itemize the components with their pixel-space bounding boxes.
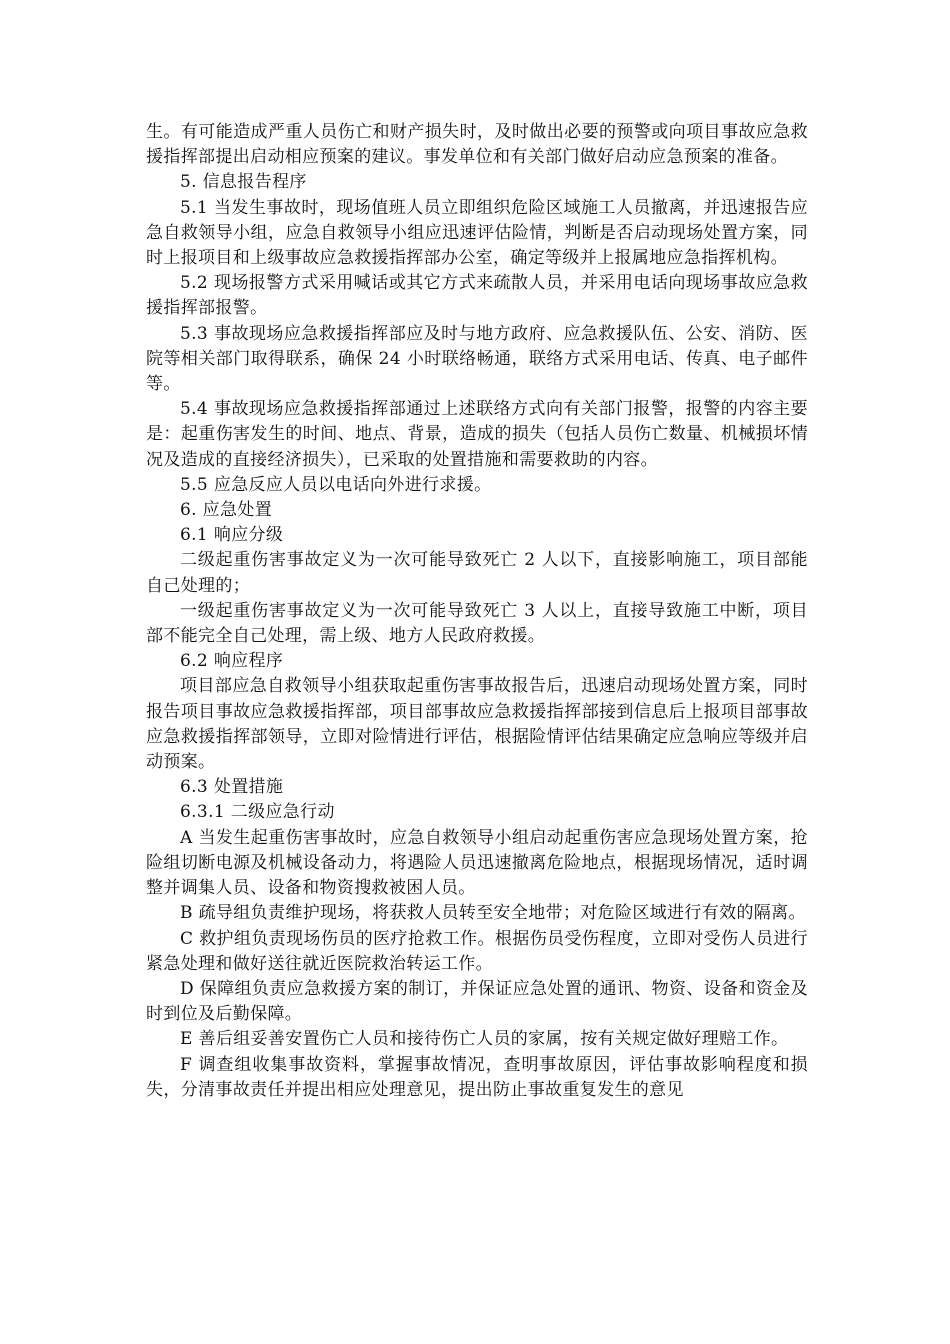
list-item: C 救护组负责现场伤员的医疗抢救工作。根据伤员受伤程度，立即对受伤人员进行紧急处理和做好送往就近医院救治转运工作。 (146, 928, 808, 974)
subsection-heading: 6.1 响应分级 (180, 525, 284, 546)
paragraph: 5.2 现场报警方式采用喊话或其它方式来疏散人员，并采用电话向现场事故应急救援指挥部报警。 (146, 273, 808, 319)
list-item: E 善后组妥善安置伤亡人员和接待伤亡人员的家属，按有关规定做好理赔工作。 (180, 1029, 789, 1050)
document-page (146, 120, 808, 1103)
paragraph: 5.1 当发生事故时，现场值班人员立即组织危险区域施工人员撤离，并迅速报告应急自救领导小组，应急自救领导小组应迅速评估险情，判断是否启动现场处置方案，同时上报项目和上级事故应急救援指挥部办公室，确定等级并上报属地应急指挥机构。 (146, 197, 808, 269)
subsection-heading: 6.2 响应程序 (180, 651, 284, 672)
subsection-heading: 6.3.1 二级应急行动 (180, 802, 335, 823)
list-item: F 调查组收集事故资料，掌握事故情况，查明事故原因，评估事故影响程度和损失，分清事故责任并提出相应处理意见，提出防止事故重复发生的意见 (146, 1054, 808, 1100)
paragraph: 项目部应急自救领导小组获取起重伤害事故报告后，迅速启动现场处置方案，同时报告项目事故应急救援指挥部，项目部事故应急救援指挥部接到信息后上报项目部事故应急救援指挥部领导，立即对险情进行评估，根据险情评估结果确定应急响应等级并启动预案。 (146, 676, 808, 773)
paragraph: 生。有可能造成严重人员伤亡和财产损失时，及时做出必要的预警或向项目事故应急救援指挥部提出启动相应预案的建议。事发单位和有关部门做好启动应急预案的准备。 (146, 122, 808, 168)
paragraph: 5.4 事故现场应急救援指挥部通过上述联络方式向有关部门报警，报警的内容主要是：起重伤害发生的时间、地点、背景，造成的损失（包括人员伤亡数量、机械损坏情况及造成的直接经济损失），已采取的处置措施和需要救助的内容。 (146, 399, 808, 470)
subsection-heading: 6.3 处置措施 (180, 777, 284, 798)
section-heading: 5. 信息报告程序 (180, 172, 307, 193)
section-heading: 6. 应急处置 (180, 500, 273, 521)
list-item: B 疏导组负责维护现场，将获救人员转至安全地带；对危险区域进行有效的隔离。 (180, 903, 806, 924)
paragraph: 5.5 应急反应人员以电话向外进行求援。 (180, 474, 492, 495)
paragraph: 一级起重伤害事故定义为一次可能导致死亡 3 人以上，直接导致施工中断，项目部不能完全自己处理，需上级、地方人民政府救援。 (146, 600, 808, 647)
paragraph: 5.3 事故现场应急救援指挥部应及时与地方政府、应急救援队伍、公安、消防、医院等相关部门取得联系，确保 24 小时联络畅通，联络方式采用电话、传真、电子邮件等。 (146, 323, 808, 395)
list-item: D 保障组负责应急救援方案的制订，并保证应急处置的通讯、物资、设备和资金及时到位及后勤保障。 (146, 978, 808, 1025)
paragraph: 二级起重伤害事故定义为一次可能导致死亡 2 人以下，直接影响施工，项目部能自己处理的； (146, 550, 808, 596)
list-item: A 当发生起重伤害事故时，应急自救领导小组启动起重伤害应急现场处置方案，抢险组切断电源及机械设备动力，将遇险人员迅速撤离危险地点，根据现场情况，适时调整并调集人员、设备和物资搜救被困人员。 (146, 827, 808, 899)
